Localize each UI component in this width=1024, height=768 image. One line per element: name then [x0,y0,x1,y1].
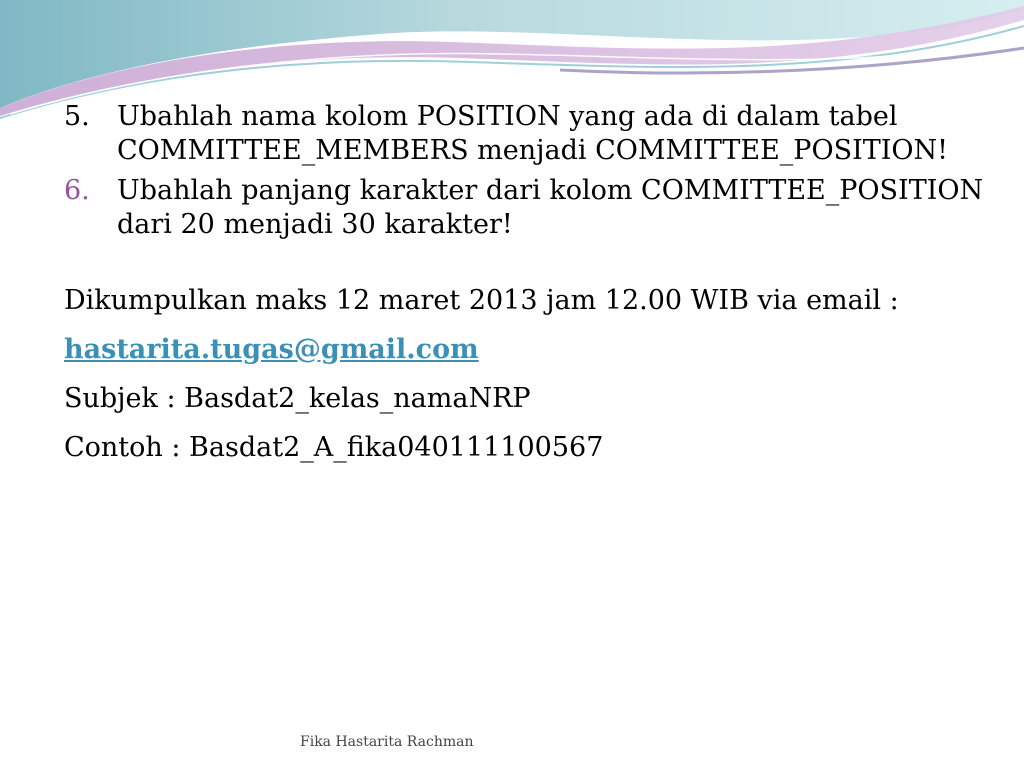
slide-content [64,100,984,480]
list-item-6 [64,174,984,242]
list-item-5 [64,100,984,168]
email-link[interactable]: hastarita.tugas@gmail.com [64,334,479,365]
list-number: 6. [64,175,90,206]
footer-author: Fika Hastarita Rachman [300,734,474,750]
subject-text: Subjek : Basdat2_kelas_namaNRP [64,383,531,414]
example-text: Contoh : Basdat2_A_fika040111100567 [64,432,604,463]
list-number: 5. [64,101,90,132]
deadline-text: Dikumpulkan maks 12 maret 2013 jam 12.00 WIB via email : [64,285,899,316]
list-text: Ubahlah nama kolom POSITION yang ada di dalam tabel COMMITTEE_MEMBERS menjadi COMMITTEE_POSITION! [117,101,949,166]
list-text: Ubahlah panjang karakter dari kolom COMMITTEE_POSITION dari 20 menjadi 30 karakter! [117,175,984,240]
